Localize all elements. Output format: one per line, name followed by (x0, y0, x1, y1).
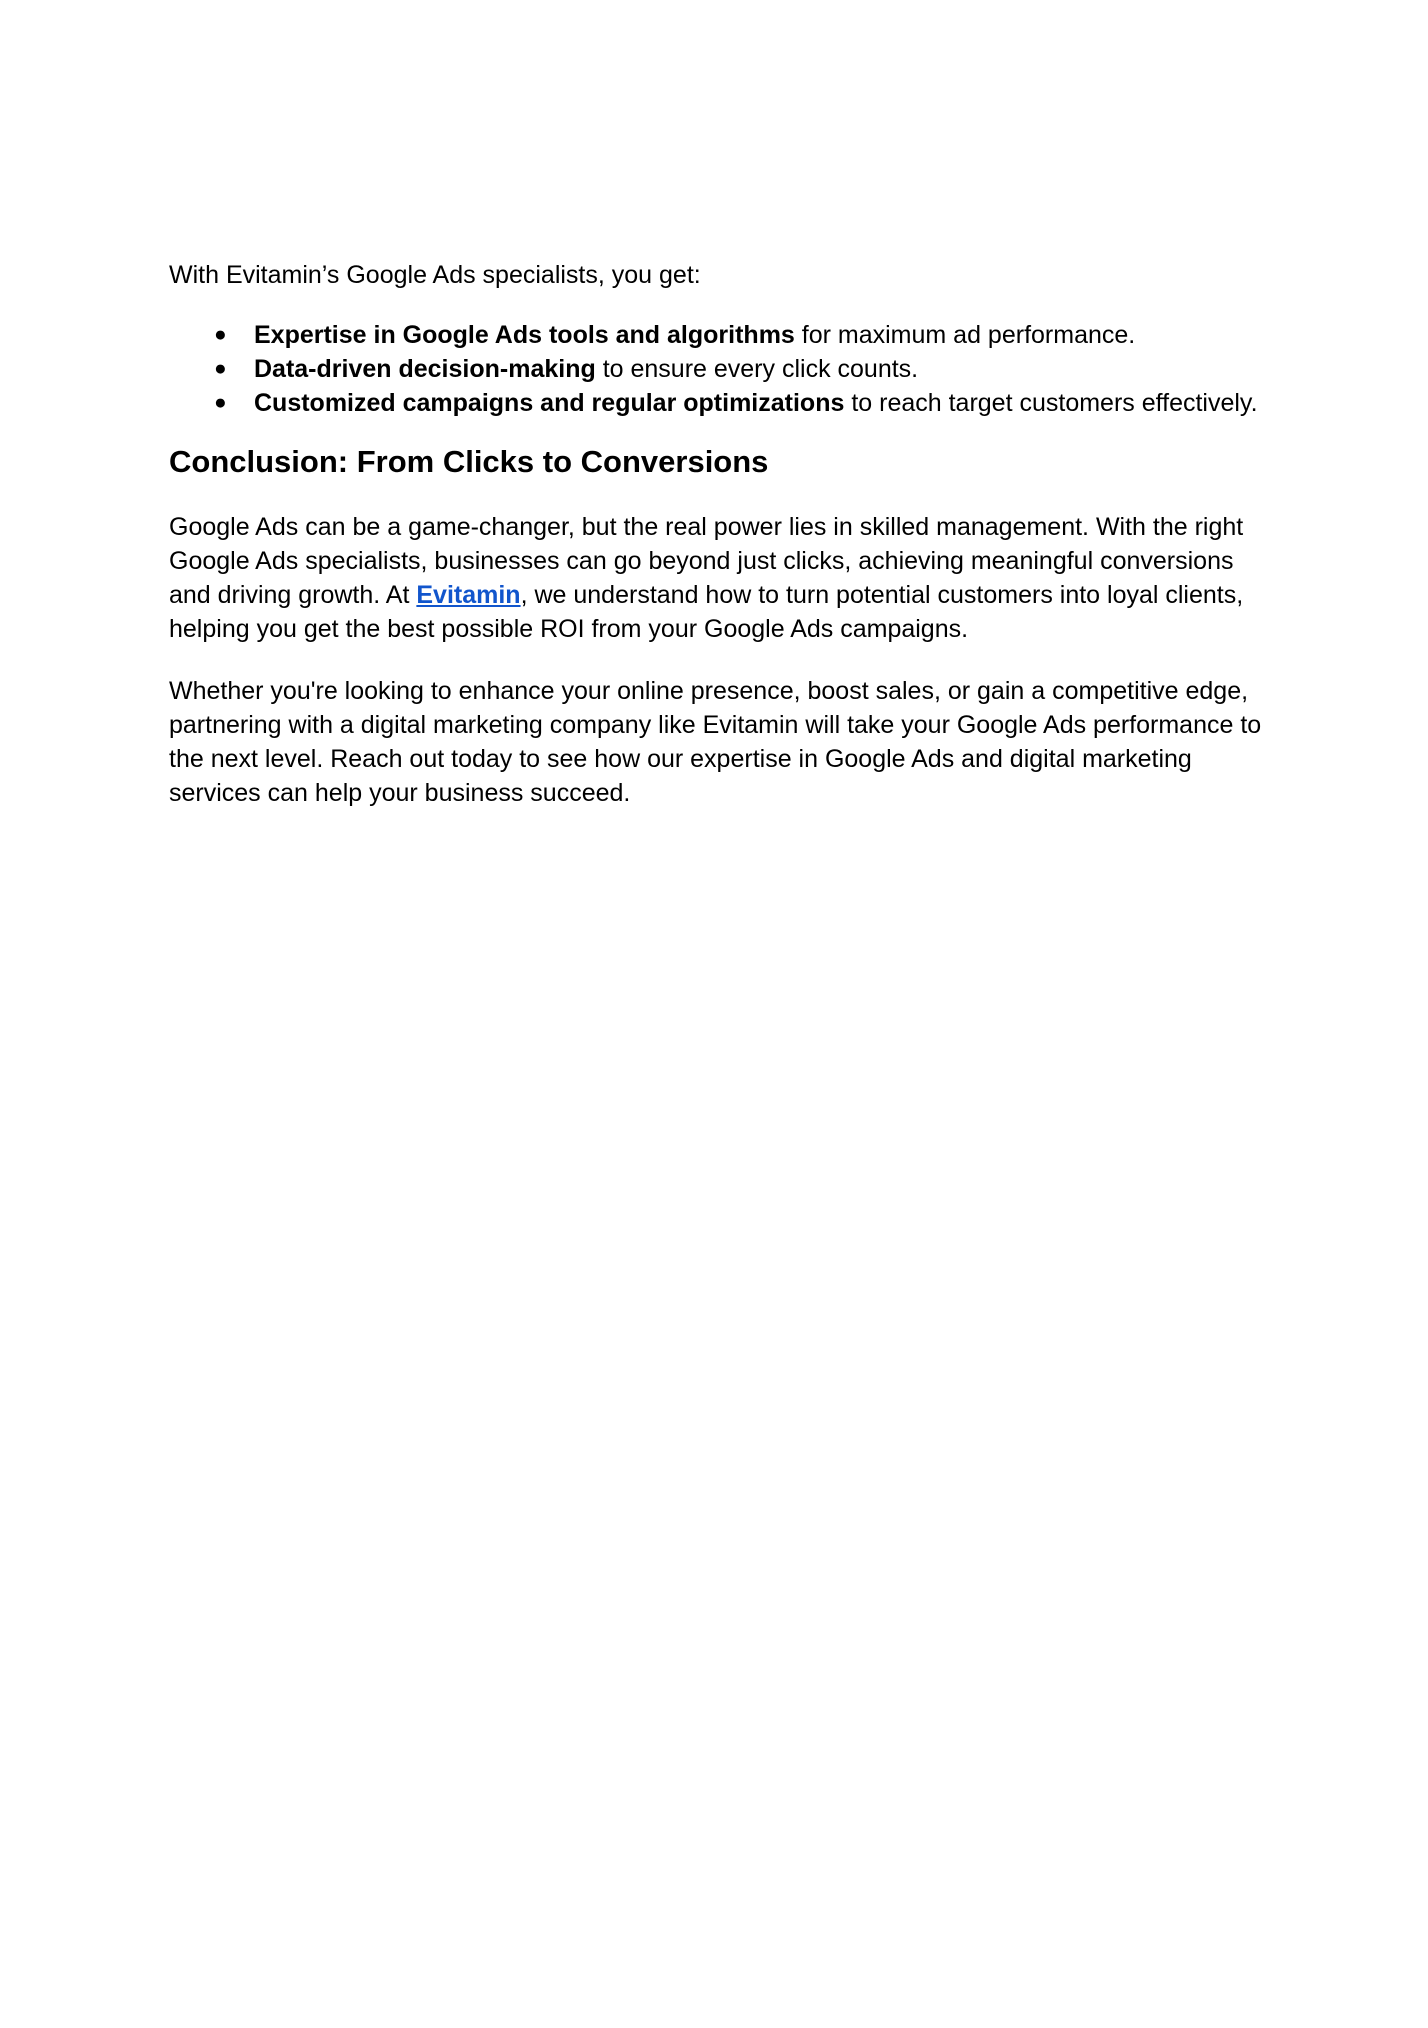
conclusion-paragraph (169, 510, 1269, 646)
list-item (169, 386, 1269, 420)
paragraph-text-after: , we understand how to turn potential customers into loyal clients, helping you get the best possible ROI from your Google Ads campaigns. (169, 581, 1244, 643)
bullet-icon: ● (214, 357, 227, 380)
bullet-icon: ● (214, 391, 227, 414)
bullet-text: to ensure every click counts. (595, 355, 919, 383)
bullet-bold-text: Expertise in Google Ads tools and algorithms (254, 321, 795, 349)
closing-paragraph: Whether you're looking to enhance your online presence, boost sales, or gain a competitive edge, partnering with a digital marketing company like Evitamin will take your Google Ads performance to the next level. Reach out today to see how our expertise in Google Ads and digital marketing services can help your business succeed. (169, 677, 1262, 807)
intro-text: With Evitamin’s Google Ads specialists, you get: (169, 261, 701, 289)
section-heading: Conclusion: From Clicks to Conversions (169, 444, 769, 479)
bullet-icon: ● (214, 323, 227, 346)
evitamin-link[interactable]: Evitamin (416, 581, 521, 609)
bullet-bold-text: Customized campaigns and regular optimizations (254, 389, 845, 417)
paragraph-text-before: Google Ads can be a game-changer, but the real power lies in skilled management. With the right Google Ads specialists, businesses can go beyond just clicks, achieving meaningful conversions and driving growth. At (169, 513, 1244, 609)
benefits-list (169, 318, 1269, 420)
bullet-text: for maximum ad performance. (794, 321, 1136, 349)
list-item (169, 318, 1269, 352)
list-item (169, 352, 1269, 386)
document-page (169, 258, 1269, 838)
bullet-text: to reach target customers effectively. (844, 389, 1258, 417)
bullet-bold-text: Data-driven decision-making (254, 355, 596, 383)
